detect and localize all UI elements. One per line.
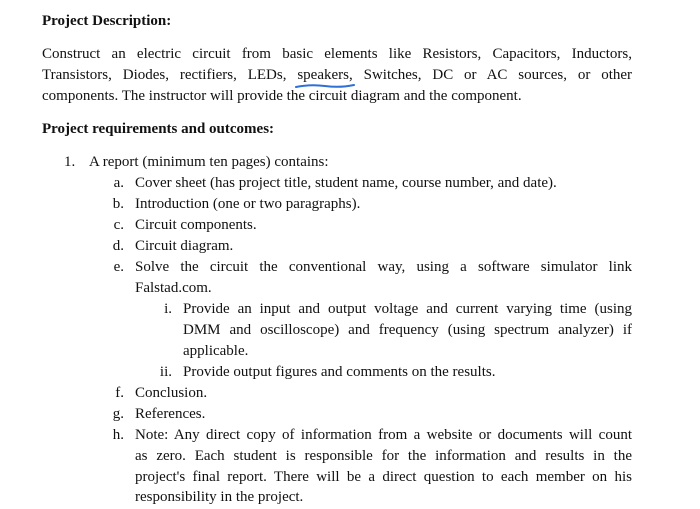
sub-item-c: Circuit components.: [135, 217, 257, 233]
sub-item-e-line-2: Falstad.com.: [135, 280, 212, 296]
sub-marker-e: e.: [113, 259, 124, 275]
description-line-2-start: Transistors, Diodes, rectifiers, LEDs,: [42, 67, 287, 83]
roman-item-ii: Provide output figures and comments on the results.: [183, 364, 496, 380]
sub-item-h-line-2: as zero. Each student is responsible for the information and results in the: [135, 448, 632, 464]
sub-item-b: Introduction (one or two paragraphs).: [135, 196, 361, 212]
list-item-1-text: A report (minimum ten pages) contains:: [89, 154, 329, 170]
sub-marker-a: a.: [113, 175, 124, 191]
roman-item-i-line-2: DMM and oscilloscope) and frequency (using spectrum analyzer) if: [183, 322, 632, 338]
spellcheck-word-text: speakers,: [297, 67, 353, 83]
sub-item-h-line-3: project's final report. There will be a direct question to each member on his: [135, 469, 632, 485]
roman-marker-i: i.: [164, 301, 172, 317]
sub-marker-d: d.: [112, 238, 124, 254]
sub-item-g: References.: [135, 406, 206, 422]
roman-marker-ii: ii.: [159, 364, 172, 380]
sub-marker-h: h.: [112, 427, 124, 443]
sub-item-f: Conclusion.: [135, 385, 208, 401]
roman-item-i-line-1: Provide an input and output voltage and current varying time (using: [183, 301, 632, 317]
description-line-3: components. The instructor will provide the circuit diagram and the component.: [42, 88, 522, 104]
sub-marker-g: g.: [112, 406, 124, 422]
sub-item-e-line-1: Solve the circuit the conventional way, using a software simulator link: [135, 259, 632, 275]
sub-item-d: Circuit diagram.: [135, 238, 234, 254]
sub-marker-f: f.: [115, 385, 124, 401]
sub-marker-c: c.: [113, 217, 124, 233]
sub-item-h-line-1: Note: Any direct copy of information from a website or documents will count: [135, 427, 632, 443]
description-line-2: [42, 65, 632, 85]
roman-item-i-line-3: applicable.: [183, 343, 249, 359]
list-marker-1: 1.: [64, 154, 76, 170]
spellcheck-word: [297, 65, 352, 85]
sub-item-a: Cover sheet (has project title, student name, course number, and date).: [135, 175, 557, 191]
sub-marker-b: b.: [112, 196, 124, 212]
description-line-2-end: Switches, DC or AC sources, or other: [363, 67, 633, 83]
project-description-heading: Project Description:: [42, 13, 172, 29]
sub-item-h-line-4: responsibility in the project.: [135, 489, 304, 505]
description-line-1: Construct an electric circuit from basic elements like Resistors, Capacitors, Inductors,: [42, 46, 632, 62]
requirements-heading: Project requirements and outcomes:: [42, 121, 275, 137]
